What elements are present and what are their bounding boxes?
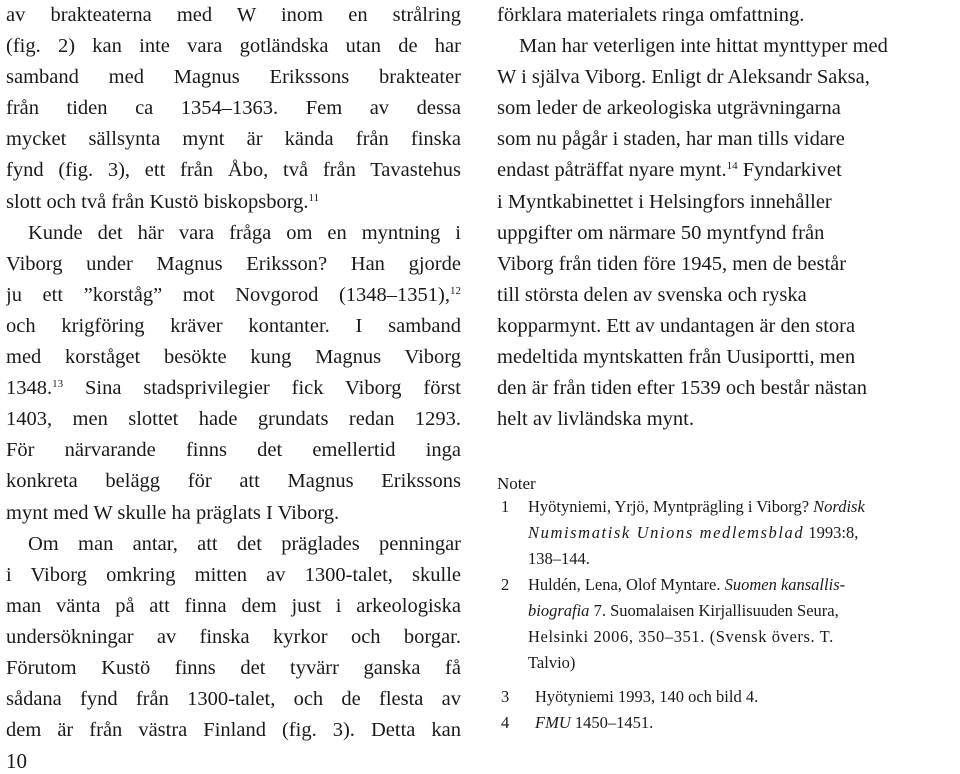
note-text bbox=[528, 494, 957, 572]
right-column bbox=[497, 0, 957, 435]
body-line: W i själva Viborg. Enligt dr Aleksandr Saksa, bbox=[497, 66, 870, 89]
body-line: Förutom Kustö finns det tyvärr ganska få bbox=[6, 656, 461, 679]
body-line: den är från tiden efter 1539 och består nästan bbox=[497, 377, 867, 400]
body-line: mycket sällsynta mynt är kända från finska bbox=[6, 128, 461, 151]
note-2 bbox=[497, 572, 957, 676]
body-line: mynt med W skulle ha präglats I Viborg. bbox=[6, 501, 340, 524]
footnote-marker: 12 bbox=[450, 284, 461, 297]
body-line: konkreta belägg för att Magnus Erikssons bbox=[6, 470, 461, 493]
work-title: Suomen kansallis- bbox=[724, 575, 846, 594]
abbreviation: FMU bbox=[535, 713, 571, 732]
body-line: fynd (fig. 3), ett från Åbo, två från Tavastehus bbox=[6, 159, 461, 182]
note-text-part: 138–144. bbox=[528, 549, 590, 568]
body-line: till största delen av svenska och ryska bbox=[497, 283, 807, 306]
body-line: samband med Magnus Erikssons brakteater bbox=[6, 66, 461, 89]
body-line: 1403, men slottet hade grundats redan 1293. bbox=[6, 408, 461, 431]
body-line: Viborg under Magnus Eriksson? Han gjorde bbox=[6, 252, 461, 275]
footnote-marker: 14 bbox=[726, 160, 738, 173]
note-text-part: Talvio) bbox=[528, 653, 576, 672]
body-line: sådana fynd från 1300-talet, och de flesta av bbox=[6, 688, 461, 711]
body-line: uppgifter om närmare 50 myntfynd från bbox=[497, 221, 825, 244]
note-text-part: Huldén, Lena, Olof Myntare. bbox=[528, 575, 725, 594]
note-text-part: 7. Suomalaisen Kirjallisuuden Seura, bbox=[589, 601, 839, 620]
body-line: i Myntkabinettet i Helsingfors innehåller bbox=[497, 190, 832, 213]
note-1 bbox=[497, 494, 957, 572]
body-line: dem är från västra Finland (fig. 3). Detta kan bbox=[6, 719, 461, 742]
body-text: ju ett ”korståg” mot Novgorod (1348–1351), bbox=[6, 283, 450, 306]
work-title: biografia bbox=[528, 601, 590, 620]
body-text: endast påträffat nyare mynt. bbox=[497, 159, 727, 182]
body-line bbox=[6, 187, 461, 218]
body-line: (fig. 2) kan inte vara gotländska utan de har bbox=[6, 35, 461, 58]
note-text bbox=[535, 684, 957, 710]
journal-title: Nordisk bbox=[813, 497, 865, 516]
body-text: 1348. bbox=[6, 377, 53, 400]
note-3 bbox=[497, 684, 957, 710]
note-4 bbox=[497, 710, 957, 736]
note-text-part: Hyötyniemi 1993, 140 och bild 4. bbox=[535, 687, 759, 706]
body-line: man vänta på att finna dem just i arkeologiska bbox=[6, 594, 461, 617]
note-number: 2 bbox=[501, 575, 510, 594]
body-line: Viborg från tiden före 1945, men de består bbox=[497, 252, 847, 275]
note-number: 1 bbox=[501, 497, 510, 516]
body-line: Kunde det här vara fråga om en myntning i bbox=[28, 221, 461, 244]
body-line: i Viborg omkring mitten av 1300-talet, skulle bbox=[6, 563, 461, 586]
journal-title: Numismatisk Unions medlemsblad bbox=[528, 523, 805, 542]
notes-heading: Noter bbox=[497, 474, 536, 493]
body-line: Om man antar, att det präglades penningar bbox=[28, 532, 461, 555]
body-text: slott och två från Kustö biskopsborg. bbox=[6, 190, 309, 213]
left-column bbox=[6, 0, 461, 746]
body-text: Sina stadsprivilegier fick Viborg först bbox=[85, 377, 461, 400]
body-line bbox=[6, 280, 461, 311]
body-line: med korståget besökte kung Magnus Viborg bbox=[6, 346, 461, 369]
footnote-marker: 13 bbox=[52, 378, 64, 391]
page-number: 10 bbox=[6, 749, 27, 773]
body-line: undersökningar av finska kyrkor och borgar. bbox=[6, 625, 461, 648]
body-line: Man har veterligen inte hittat mynttyper med bbox=[519, 35, 888, 58]
note-text-part: Helsinki 2006, 350–351. (Svensk övers. T. bbox=[528, 627, 834, 646]
note-number: 4 bbox=[501, 713, 510, 732]
note-text bbox=[528, 572, 957, 676]
body-line: För närvarande finns det emellertid inga bbox=[6, 439, 461, 462]
note-text-part: Hyötyniemi, Yrjö, Myntprägling i Viborg? bbox=[528, 497, 814, 516]
body-line: från tiden ca 1354–1363. Fem av dessa bbox=[6, 97, 461, 120]
body-line: helt av livländska mynt. bbox=[497, 408, 694, 431]
body-line: och krigföring kräver kontanter. I samband bbox=[6, 314, 461, 337]
body-line: medeltida myntskatten från Uusiportti, men bbox=[497, 346, 856, 369]
note-text-part: 1450–1451. bbox=[570, 713, 654, 732]
body-line: som nu pågår i staden, har man tills vidare bbox=[497, 128, 845, 151]
body-line: kopparmynt. Ett av undantagen är den stora bbox=[497, 314, 856, 337]
body-line bbox=[497, 155, 957, 186]
note-number: 3 bbox=[501, 687, 510, 706]
body-line: förklara materialets ringa omfattning. bbox=[497, 4, 805, 26]
body-line bbox=[6, 373, 461, 404]
footnote-marker: 11 bbox=[308, 191, 320, 204]
body-text: Fyndarkivet bbox=[742, 159, 842, 182]
body-line: av brakteaterna med W inom en strålring bbox=[6, 4, 461, 26]
body-line: som leder de arkeologiska utgrävningarna bbox=[497, 97, 841, 120]
note-text bbox=[535, 710, 957, 736]
note-text-part: 1993:8, bbox=[804, 523, 859, 542]
